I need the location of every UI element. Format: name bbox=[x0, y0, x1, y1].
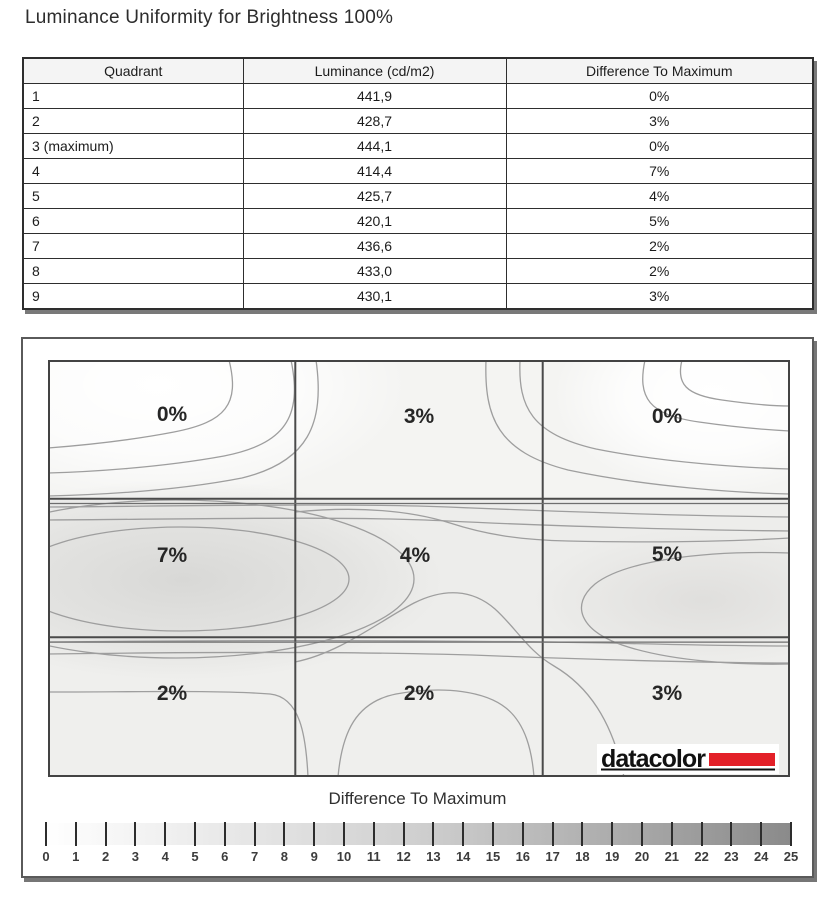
scale-tick bbox=[730, 822, 732, 846]
scale-tick-label: 8 bbox=[280, 849, 288, 864]
cell-quadrant: 8 bbox=[23, 259, 243, 284]
scale-tick bbox=[760, 822, 762, 846]
scale-tick-label: 16 bbox=[515, 849, 531, 864]
cell-quadrant: 4 bbox=[23, 159, 243, 184]
quadrant-label: 0% bbox=[156, 403, 188, 426]
scale-tick-label: 19 bbox=[604, 849, 620, 864]
uniformity-table bbox=[22, 57, 814, 310]
table-row bbox=[23, 84, 813, 109]
scale-tick bbox=[581, 822, 583, 846]
cell-luminance: 420,1 bbox=[243, 209, 506, 234]
table-row bbox=[23, 159, 813, 184]
column-header-difference: Difference To Maximum bbox=[506, 58, 813, 84]
scale-tick-label: 6 bbox=[221, 849, 229, 864]
quadrant-label: 2% bbox=[403, 682, 435, 705]
scale-tick bbox=[343, 822, 345, 846]
scale-tick bbox=[134, 822, 136, 846]
cell-difference: 2% bbox=[506, 259, 813, 284]
scale-tick bbox=[492, 822, 494, 846]
scale-tick bbox=[194, 822, 196, 846]
datacolor-logo-text: datacolor bbox=[601, 745, 706, 773]
datacolor-logo bbox=[597, 744, 779, 774]
scale-tick-label: 18 bbox=[575, 849, 590, 864]
cell-quadrant: 1 bbox=[23, 84, 243, 109]
scale-tick-label: 13 bbox=[426, 849, 441, 864]
table-row bbox=[23, 109, 813, 134]
scale-tick-label: 11 bbox=[366, 849, 381, 864]
cell-luminance: 428,7 bbox=[243, 109, 506, 134]
scale-tick bbox=[522, 822, 524, 846]
scale-tick-label: 17 bbox=[545, 849, 560, 864]
scale-tick-label: 2 bbox=[101, 849, 110, 864]
cell-difference: 4% bbox=[506, 184, 813, 209]
table-row bbox=[23, 259, 813, 284]
table-header-row bbox=[23, 58, 813, 84]
cell-luminance: 425,7 bbox=[243, 184, 506, 209]
scale-tick-label: 3 bbox=[131, 849, 139, 864]
scale-tick-label: 10 bbox=[336, 849, 352, 864]
cell-quadrant: 6 bbox=[23, 209, 243, 234]
contour-plot bbox=[48, 360, 790, 777]
table-row bbox=[23, 134, 813, 159]
uniformity-table-body bbox=[23, 84, 813, 310]
quadrant-label: 2% bbox=[156, 682, 188, 705]
cell-luminance: 430,1 bbox=[243, 284, 506, 310]
quadrant-label: 0% bbox=[651, 405, 683, 428]
scale-tick-label: 0 bbox=[42, 849, 50, 864]
logo-red-bar bbox=[709, 753, 775, 766]
column-header-luminance: Luminance (cd/m2) bbox=[243, 58, 506, 84]
cell-difference: 3% bbox=[506, 284, 813, 310]
scale-tick bbox=[641, 822, 643, 846]
scale-tick bbox=[105, 822, 107, 846]
scale-tick-label: 15 bbox=[485, 849, 501, 864]
scale-tick bbox=[75, 822, 77, 846]
quadrant-label: 7% bbox=[156, 544, 188, 567]
scale-tick bbox=[224, 822, 226, 846]
scale-tick-label: 7 bbox=[250, 849, 259, 864]
scale-tick bbox=[701, 822, 703, 846]
table-row bbox=[23, 284, 813, 310]
scale-tick bbox=[283, 822, 285, 846]
scale-tick-label: 5 bbox=[191, 849, 199, 864]
scale-tick-label: 20 bbox=[634, 849, 650, 864]
cell-difference: 7% bbox=[506, 159, 813, 184]
scale-tick-label: 21 bbox=[664, 849, 680, 864]
scale-tick bbox=[45, 822, 47, 846]
scale-tick-label: 12 bbox=[396, 849, 411, 864]
scale-tick-label: 1 bbox=[72, 849, 80, 864]
quadrant-label: 3% bbox=[651, 682, 683, 705]
cell-difference: 0% bbox=[506, 84, 813, 109]
scale-tick bbox=[164, 822, 166, 846]
cell-quadrant: 3 (maximum) bbox=[23, 134, 243, 159]
cell-quadrant: 2 bbox=[23, 109, 243, 134]
scale-tick bbox=[254, 822, 256, 846]
quadrant-label: 3% bbox=[403, 405, 435, 428]
scale-tick-label: 22 bbox=[694, 849, 709, 864]
table-row bbox=[23, 184, 813, 209]
scale-tick bbox=[403, 822, 405, 846]
table-row bbox=[23, 234, 813, 259]
scale-tick bbox=[671, 822, 673, 846]
scale-tick-label: 25 bbox=[783, 849, 799, 864]
cell-quadrant: 7 bbox=[23, 234, 243, 259]
scale-tick bbox=[313, 822, 315, 846]
cell-difference: 5% bbox=[506, 209, 813, 234]
page-title: Luminance Uniformity for Brightness 100% bbox=[25, 7, 394, 28]
cell-difference: 3% bbox=[506, 109, 813, 134]
cell-luminance: 436,6 bbox=[243, 234, 506, 259]
scale-tick-label: 14 bbox=[455, 849, 471, 864]
cell-quadrant: 9 bbox=[23, 284, 243, 310]
column-header-quadrant: Quadrant bbox=[23, 58, 243, 84]
scale-tick bbox=[611, 822, 613, 846]
scale-tick bbox=[432, 822, 434, 846]
cell-difference: 0% bbox=[506, 134, 813, 159]
cell-difference: 2% bbox=[506, 234, 813, 259]
scale-tick bbox=[790, 822, 792, 846]
scale-title: Difference To Maximum bbox=[328, 789, 507, 808]
scale-tick bbox=[552, 822, 554, 846]
uniformity-plot-panel bbox=[21, 337, 814, 878]
scale-tick-label: 9 bbox=[310, 849, 318, 864]
quadrant-label: 4% bbox=[399, 544, 431, 567]
cell-luminance: 441,9 bbox=[243, 84, 506, 109]
scale-tick bbox=[462, 822, 464, 846]
quadrant-label: 5% bbox=[651, 543, 683, 566]
cell-luminance: 414,4 bbox=[243, 159, 506, 184]
difference-scale-bar bbox=[42, 823, 799, 864]
cell-quadrant: 5 bbox=[23, 184, 243, 209]
scale-tick-label: 4 bbox=[161, 849, 169, 864]
table-row bbox=[23, 209, 813, 234]
cell-luminance: 433,0 bbox=[243, 259, 506, 284]
scale-tick-label: 24 bbox=[753, 849, 769, 864]
scale-tick-label: 23 bbox=[724, 849, 739, 864]
cell-luminance: 444,1 bbox=[243, 134, 506, 159]
scale-tick bbox=[373, 822, 375, 846]
